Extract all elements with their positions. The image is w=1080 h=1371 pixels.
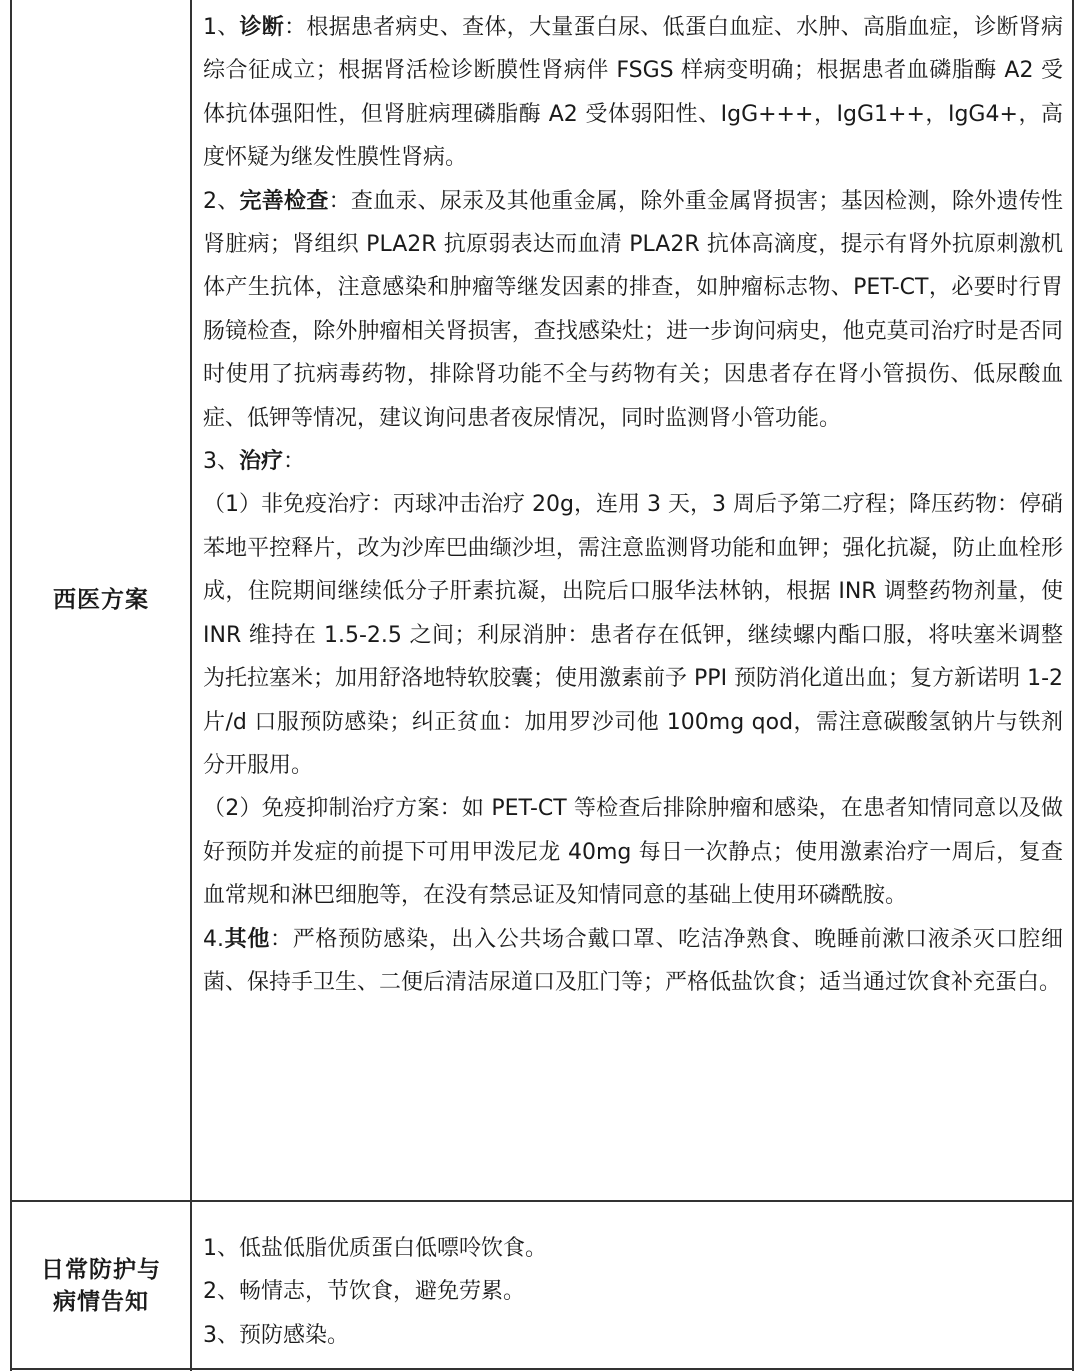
treatment-heading: 治疗: [239, 449, 284, 475]
treatment-table: [10, 0, 1074, 1371]
immunosuppressive-treatment-paragraph: （2）免疫抑制治疗方案：如 PET-CT 等检查后排除肿瘤和感染，在患者知情同意以及做好预防并发症的前提下可用甲泼尼龙 40mg 每日一次静点；使用激素治疗一周后，复查血常规和淋巴细胞等，在没有禁忌证及知情同意的基础上使用环磷酰胺。: [203, 796, 1063, 909]
non-immune-treatment-paragraph: （1）非免疫治疗：丙球冲击治疗 20g，连用 3 天，3 周后予第二疗程；降压药物：停硝苯地平控释片，改为沙库巴曲缬沙坦，需注意监测肾功能和血钾；强化抗凝，防止血栓形成，住院期间继续低分子肝素抗凝，出院后口服华法林钠，根据 INR 调整药物剂量，使 INR 维持在 1.5-2.5 之间；利尿消肿：患者存在低钾，继续螺内酯口服，将呋塞米调整为托拉塞米；加用舒洛地特软胶囊；使用激素前予 PPI 预防消化道出血；复方新诺明 1-2 片/d 口服预防感染；纠正贫血：加用罗沙司他 100mg qod，需注意碳酸氢钠片与铁剂分开服用。: [203, 492, 1063, 778]
other-heading: 其他: [224, 926, 271, 952]
diagnosis-paragraph: 1、诊断：根据患者病史、查体，大量蛋白尿、低蛋白血症、水肿、高脂血症，诊断肾病综合征成立；根据肾活检诊断膜性肾病伴 FSGS 样病变明确；根据患者血磷脂酶 A2 受体抗体强阳性，但肾脏病理磷脂酶 A2 受体弱阳性、IgG+++，IgG1++，IgG4+，高度怀疑为继发性膜性肾病。: [203, 15, 1063, 171]
other-paragraph: 4.其他：严格预防感染，出入公共场合戴口罩、吃洁净熟食、晚睡前漱口液杀灭口腔细菌、保持手卫生、二便后清洁尿道口及肛门等；严格低盐饮食；适当通过饮食补充蛋白。: [203, 926, 1063, 995]
daily-care-item: 3、预防感染。: [203, 1322, 349, 1348]
treatment-heading-line: 3、治疗：: [203, 449, 306, 475]
examination-heading: 完善检查: [239, 188, 329, 214]
daily-care-item: 2、畅情志，节饮食，避免劳累。: [203, 1279, 525, 1305]
diagnosis-heading: 诊断: [239, 15, 285, 40]
row-divider: [12, 1200, 1072, 1202]
column-divider: [190, 0, 192, 1371]
western-medicine-label: 西医方案: [53, 587, 149, 613]
daily-care-item: 1、低盐低脂优质蛋白低嘌呤饮食。: [203, 1236, 547, 1261]
daily-care-label: 日常防护与 病情告知: [41, 1257, 161, 1315]
daily-care-content: [203, 1227, 1063, 1357]
western-medicine-content: [203, 6, 1063, 1004]
table-bottom-border: [12, 1368, 1072, 1370]
examination-paragraph: 2、完善检查：查血汞、尿汞及其他重金属，除外重金属肾损害；基因检测，除外遗传性肾脏病；肾组织 PLA2R 抗原弱表达而血清 PLA2R 抗体高滴度，提示有肾外抗原刺激机体产生抗体，注意感染和肿瘤等继发因素的排查，如肿瘤标志物、PET-CT，必要时行胃肠镜检查，除外肿瘤相关肾损害，查找感染灶；进一步询问病史，他克莫司治疗时是否同时使用了抗病毒药物，排除肾功能不全与药物有关；因患者存在肾小管损伤、低尿酸血症、低钾等情况，建议询问患者夜尿情况，同时监测肾小管功能。: [203, 188, 1063, 431]
